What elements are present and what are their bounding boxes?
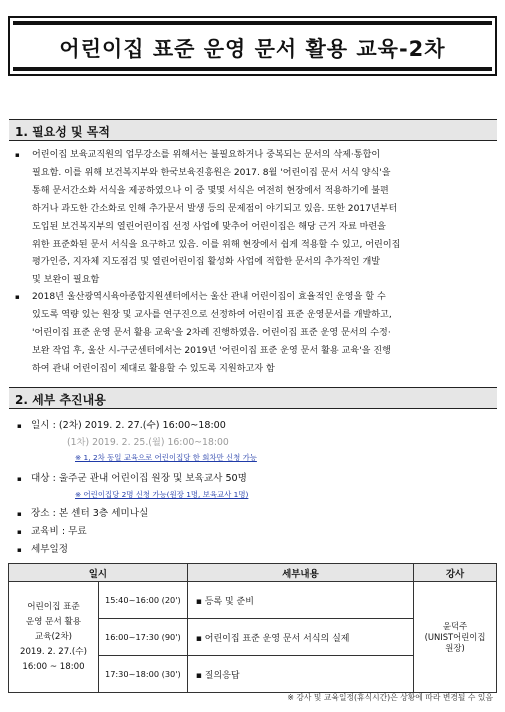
date-cell-line: 어린이집 표준 (27, 601, 80, 612)
text-line: 필요함. 이를 위해 보건복지부와 한국보육진흥원은 2017. 8월 '어린이집 문서 서식 양식'을 (32, 167, 391, 178)
time-cell: 16:00~17:30 (90') (98, 619, 187, 656)
fee-line: 교육비 : 무료 (31, 526, 87, 537)
fee-item (17, 523, 87, 537)
bullet-icon: ▪ (17, 422, 22, 430)
title-top-rule (13, 21, 492, 25)
bullet-icon: ▪ (17, 475, 22, 483)
text-line: '어린이집 표준 운영 문서 활용 교육'을 2차례 진행하였음. 어린이집 표준 운영 문서의 수정· (32, 327, 391, 338)
purpose-paragraph-1 (15, 147, 495, 290)
lecturer-cell (414, 582, 497, 693)
text-line: 및 보완이 필요함 (32, 275, 100, 286)
bullet-icon: ▪ (17, 510, 22, 518)
text-line: 하거나 과도한 간소화로 인해 추가문서 발생 등의 문제점이 야기되고 있음. 또한 2017년부터 (32, 203, 398, 214)
date-cell-line: 운영 문서 활용 (25, 616, 82, 627)
table-row (9, 582, 497, 619)
lecturer-line: 윤덕주 (442, 620, 468, 631)
date-item (17, 417, 226, 431)
header-content: 세부내용 (187, 564, 413, 582)
purpose-paragraph-1-text (32, 147, 495, 290)
time-cell: 15:40~16:00 (20') (98, 582, 187, 619)
text-line: 있도록 역량 있는 원장 및 교사를 연구진으로 선정하여 어린이집 표준 운영문서를 개발하고, (32, 309, 392, 320)
content-cell: ▪ 등록 및 준비 (187, 582, 413, 619)
target-note: ※ 어린이집당 2명 신청 가능(원장 1명, 보육교사 1명) (75, 490, 249, 499)
bullet-icon: ▪ (15, 151, 20, 159)
schedule-line: 세부일정 (31, 544, 69, 555)
section-2-heading-text: 2. 세부 추진내용 (15, 393, 106, 407)
place-line: 장소 : 본 센터 3층 세미나실 (31, 508, 149, 519)
table-header-row (9, 564, 497, 582)
target-item (17, 470, 247, 484)
text-line: 2018년 울산광역시육아종합지원센터에서는 울산 관내 어린이집이 효율적인 운영을 할 수 (32, 292, 386, 302)
bullet-icon: ▪ (17, 546, 22, 554)
date-cell-line: 2019. 2. 27.(수) (19, 646, 87, 657)
date-cell-line: 교육(2차) (34, 631, 72, 642)
place-item (17, 505, 148, 519)
text-line: 보완 작업 후, 울산 시-구군센터에서는 2019년 '어린이집 표준 운영 문서 활용 교육'을 진행 (32, 345, 391, 356)
bullet-icon: ▪ (15, 293, 20, 301)
date-line: 일시 : (2차) 2019. 2. 27.(수) 16:00~18:00 (31, 420, 226, 431)
text-line: 하여 관내 어린이집이 제대로 활용할 수 있도록 지원하고자 함 (32, 363, 275, 374)
session-date-cell (9, 582, 99, 693)
lecturer-line: (UNIST어린이집 (424, 631, 486, 642)
section-1-heading-text: 1. 필요성 및 목적 (15, 125, 110, 139)
text-line: 도입된 보건복지부의 열린어린이집 선정 사업에 맞추어 어린이집은 해당 근거 자료 마련을 (32, 221, 386, 232)
purpose-paragraph-2-text (32, 289, 495, 379)
title-box (8, 16, 497, 76)
title-bottom-rule (13, 67, 492, 71)
text-line: 위한 표준화된 문서 서식을 요구하고 있음. 이를 위해 현장에서 쉽게 적용할 수 있고, 어린이집 (32, 239, 401, 250)
time-cell: 17:30~18:00 (30') (98, 656, 187, 693)
purpose-paragraph-2 (15, 289, 495, 379)
date-cell-line: 16:00 ~ 18:00 (22, 661, 85, 672)
content-cell: ▪ 어린이집 표준 운영 문서 서식의 실제 (187, 619, 413, 656)
lecturer-line: 원장) (445, 642, 465, 653)
schedule-table (8, 563, 497, 693)
schedule-item (17, 541, 68, 555)
section-2-heading (9, 387, 497, 409)
text-line: 평가인증, 지자체 지도점검 및 열린어린이집 활성화 사업에 적합한 문서의 추가적인 개발 (32, 257, 381, 268)
header-lecturer: 강사 (414, 564, 497, 582)
text-line: 어린이집 보육교직원의 업무강소를 위해서는 불필요하거나 중복되는 문서의 삭제·통합이 (32, 150, 381, 160)
previous-date-line: (1차) 2019. 2. 25.(월) 16:00~18:00 (67, 437, 229, 448)
section-1-heading (9, 119, 497, 141)
target-line: 대상 : 울주군 관내 어린이집 원장 및 보육교사 50명 (31, 473, 247, 484)
date-note: ※ 1, 2차 동일 교육으로 어린이집당 한 회차만 신청 가능 (75, 453, 257, 462)
document-title: 어린이집 표준 운영 문서 활용 교육-2차 (59, 37, 446, 61)
header-datetime: 일시 (9, 564, 188, 582)
bullet-icon: ▪ (17, 528, 22, 536)
text-line: 통해 문서간소화 서식을 제공하였으나 이 중 몇몇 서식은 여전히 현장에서 적용하기에 불편 (32, 185, 389, 196)
footer-note: ※ 강사 및 교육일정(휴식시간)은 상황에 따라 변경될 수 있음 (287, 693, 493, 702)
content-cell: ▪ 질의응답 (187, 656, 413, 693)
